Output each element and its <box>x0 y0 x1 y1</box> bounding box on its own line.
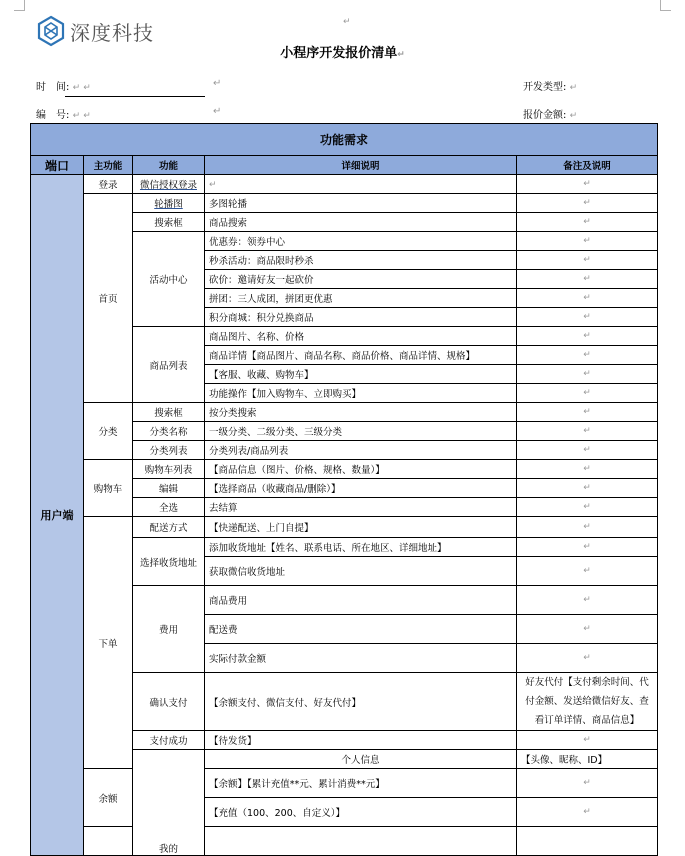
title-text: 小程序开发报价清单 <box>280 46 398 61</box>
remark-cell: ↵ <box>517 557 658 586</box>
paragraph-mark: ↵ <box>569 83 578 93</box>
remark-cell: ↵ <box>517 251 658 270</box>
table-row <box>31 403 658 422</box>
func-cell: 分类名称 <box>133 422 205 441</box>
remark-cell: ↵ <box>517 232 658 251</box>
detail-cell: 实际付款金额 <box>205 644 517 673</box>
remark-cell: ↵ <box>517 731 658 750</box>
quote-amount-label: 报价金额: <box>523 110 567 121</box>
detail-cell: 秒杀活动：商品限时秒杀 <box>205 251 517 270</box>
detail-cell: 商品搜索 <box>205 213 517 232</box>
detail-cell: 拼团：三人成团，拼团更优惠 <box>205 289 517 308</box>
remark-cell: ↵ <box>517 517 658 538</box>
detail-cell: 砍价：邀请好友一起砍价 <box>205 270 517 289</box>
func-cell: 支付成功 <box>133 731 205 750</box>
paragraph-mark: ↵ <box>213 78 222 89</box>
paragraph-mark: ↵ <box>72 111 81 121</box>
remark-cell: ↵ <box>517 384 658 403</box>
remark-cell: ↵ <box>517 538 658 557</box>
port-cell: 用户端 <box>31 175 84 856</box>
func-cell: 费用 <box>133 586 205 673</box>
header-remark: 备注及说明 <box>517 156 658 175</box>
func-cell: 全选 <box>133 498 205 517</box>
page-corner-mark <box>660 0 671 11</box>
document-title <box>0 42 685 61</box>
page-corner-mark <box>14 0 25 11</box>
time-label: 时 间: <box>36 82 70 93</box>
group-home: 首页 <box>84 194 133 403</box>
detail-cell: 优惠券：领券中心 <box>205 232 517 251</box>
paragraph-mark: ↵ <box>72 83 81 93</box>
func-cell: 轮播图 <box>133 194 205 213</box>
detail-cell: 【充值（100、200、自定义）】 <box>205 798 517 827</box>
table-row <box>31 460 658 479</box>
group-cart: 购物车 <box>84 460 133 517</box>
func-cell: 搜索框 <box>133 213 205 232</box>
group-order: 下单 <box>84 517 133 769</box>
paragraph-mark: ↵ <box>83 111 91 121</box>
detail-cell: 去结算 <box>205 498 517 517</box>
paragraph-mark: ↵ <box>569 111 578 121</box>
paragraph-mark: ↵ <box>213 106 222 117</box>
detail-cell: 【头像、昵称、ID】 <box>517 750 658 769</box>
remark-cell: ↵ <box>517 441 658 460</box>
func-cell: 商品列表 <box>133 327 205 403</box>
table-section-header <box>31 124 658 156</box>
table-column-header <box>31 156 658 175</box>
table-row <box>31 769 658 798</box>
detail-cell: 【待发货】 <box>205 731 517 750</box>
remark-cell: ↵ <box>517 327 658 346</box>
remark-cell: ↵ <box>517 586 658 615</box>
table-row <box>31 175 658 194</box>
paragraph-mark: ↵ <box>397 50 405 60</box>
remark-cell <box>517 827 658 856</box>
detail-cell <box>205 175 517 194</box>
detail-cell: 【客服、收藏、购物车】 <box>205 365 517 384</box>
remark-cell: ↵ <box>517 498 658 517</box>
number-label: 编 号: <box>36 110 70 121</box>
func-cell: 活动中心 <box>133 232 205 327</box>
company-name: 深度科技 <box>70 20 154 45</box>
header-detail: 详细说明 <box>205 156 517 175</box>
remark-cell: ↵ <box>517 479 658 498</box>
paragraph-mark: ↵ <box>83 83 91 93</box>
detail-cell: 【商品信息（图片、价格、规格、数量）】 <box>205 460 517 479</box>
table-row <box>31 194 658 213</box>
remark-cell: ↵ <box>517 308 658 327</box>
detail-cell: 多图轮播 <box>205 194 517 213</box>
time-underline <box>65 96 205 97</box>
detail-cell <box>205 827 517 856</box>
time-field <box>36 78 91 93</box>
remark-cell: ↵ <box>517 422 658 441</box>
remark-cell: ↵ <box>517 194 658 213</box>
detail-cell: 获取微信收货地址 <box>205 557 517 586</box>
remark-cell: ↵ <box>517 798 658 827</box>
func-cell: 余额 <box>84 769 133 827</box>
detail-cell: 功能操作【加入购物车、立即购买】 <box>205 384 517 403</box>
func-cell: 微信授权登录 <box>133 175 205 194</box>
remark-cell: ↵ <box>517 346 658 365</box>
detail-cell: 按分类搜索 <box>205 403 517 422</box>
group-login: 登录 <box>84 175 133 194</box>
detail-cell: 商品图片、名称、价格 <box>205 327 517 346</box>
func-cell: 购物车列表 <box>133 460 205 479</box>
remark-cell: ↵ <box>517 460 658 479</box>
detail-cell: 积分商城：积分兑换商品 <box>205 308 517 327</box>
remark-cell: ↵ <box>517 644 658 673</box>
detail-cell: 【余额支付、微信支付、好友代付】 <box>205 673 517 731</box>
header-port: 端口 <box>31 156 84 175</box>
header-main: 主功能 <box>84 156 133 175</box>
func-cell: 编辑 <box>133 479 205 498</box>
remark-cell: ↵ <box>517 175 658 194</box>
detail-cell: 商品详情【商品图片、商品名称、商品价格、商品详情、规格】 <box>205 346 517 365</box>
func-cell: 个人信息 <box>205 750 517 769</box>
func-cell: 分类列表 <box>133 441 205 460</box>
dev-type-field <box>523 78 577 93</box>
section-title: 功能需求 <box>31 124 658 156</box>
table-row <box>31 517 658 538</box>
remark-cell: ↵ <box>517 365 658 384</box>
func-cell: 确认支付 <box>133 673 205 731</box>
func-cell: 配送方式 <box>133 517 205 538</box>
detail-cell: 商品费用 <box>205 586 517 615</box>
detail-cell: 配送费 <box>205 615 517 644</box>
quote-amount-field <box>523 106 577 121</box>
remark-cell: ↵ <box>517 769 658 798</box>
detail-cell: 一级分类、二级分类、三级分类 <box>205 422 517 441</box>
table-row <box>31 827 658 856</box>
group-mine: 我的 <box>133 750 205 856</box>
remark-cell: ↵ <box>517 403 658 422</box>
func-cell <box>84 827 133 856</box>
detail-cell: 【选择商品（收藏商品/删除）】 <box>205 479 517 498</box>
detail-cell: 添加收货地址【姓名、联系电话、所在地区、详细地址】 <box>205 538 517 557</box>
header-func: 功能 <box>133 156 205 175</box>
feature-table <box>30 123 658 856</box>
detail-cell: 【余额】【累计充值**元、累计消费**元】 <box>205 769 517 798</box>
func-cell: 选择收货地址 <box>133 538 205 586</box>
remark-cell: 好友代付【支付剩余时间、代付金额、发送给微信好友、查看订单详情、商品信息】 <box>517 673 658 731</box>
dev-type-label: 开发类型: <box>523 82 567 93</box>
paragraph-mark: ↵ <box>209 179 217 190</box>
remark-cell: ↵ <box>517 289 658 308</box>
remark-cell: ↵ <box>517 270 658 289</box>
func-cell: 搜索框 <box>133 403 205 422</box>
detail-cell: 【快递配送、上门自提】 <box>205 517 517 538</box>
remark-cell: ↵ <box>517 615 658 644</box>
group-category: 分类 <box>84 403 133 460</box>
remark-cell: ↵ <box>517 213 658 232</box>
number-field <box>36 106 91 121</box>
detail-cell: 分类列表/商品列表 <box>205 441 517 460</box>
paragraph-mark: ↵ <box>343 17 351 27</box>
